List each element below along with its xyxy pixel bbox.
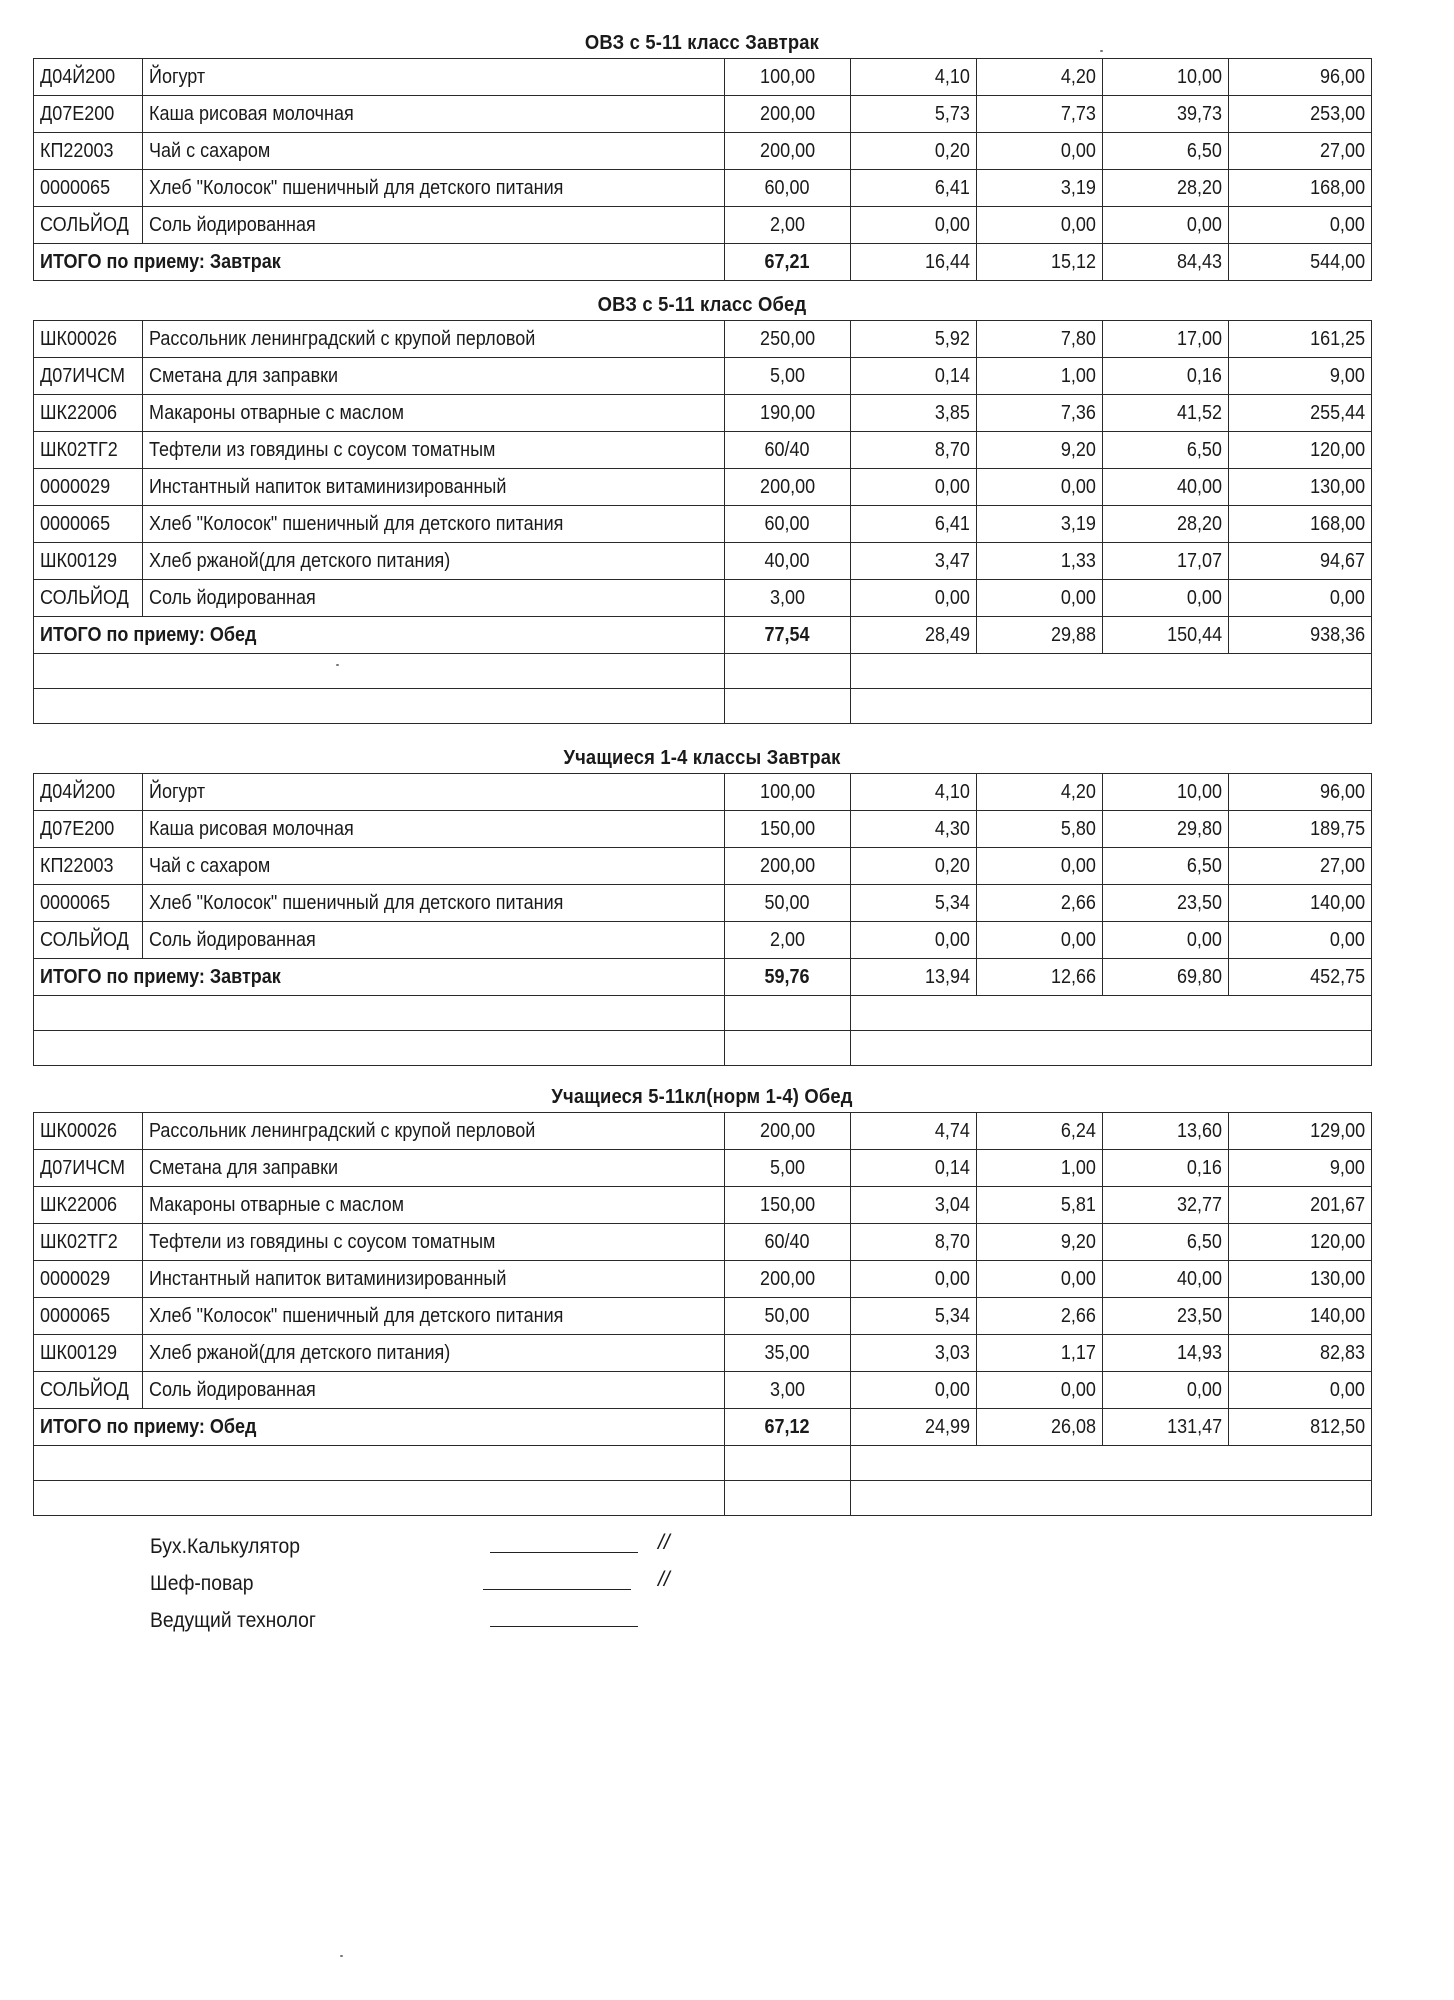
protein-cell: 0,00 <box>851 207 977 244</box>
fat-cell: 9,20 <box>977 1224 1103 1261</box>
fat-cell: 0,00 <box>977 922 1103 959</box>
table-row <box>34 1298 1372 1335</box>
signature-row-accountant <box>150 1528 710 1565</box>
portion-cell: 100,00 <box>725 59 851 96</box>
kcal-cell: 0,00 <box>1229 580 1372 617</box>
carbs-cell: 41,52 <box>1103 395 1229 432</box>
total-label: ИТОГО по приему: Завтрак <box>34 959 725 996</box>
carbs-cell: 39,73 <box>1103 96 1229 133</box>
dish-code: СОЛЬЙОД <box>34 922 143 959</box>
dish-name: Хлеб ржаной(для детского питания) <box>143 543 725 580</box>
empty-cell <box>725 1446 851 1481</box>
empty-row <box>34 654 1372 689</box>
total-fat: 15,12 <box>977 244 1103 281</box>
carbs-cell: 28,20 <box>1103 506 1229 543</box>
dish-code: 0000065 <box>34 885 143 922</box>
dish-code: ШК02ТГ2 <box>34 432 143 469</box>
total-price: 67,21 <box>725 244 851 281</box>
kcal-cell: 96,00 <box>1229 59 1372 96</box>
portion-cell: 50,00 <box>725 1298 851 1335</box>
dish-code: ШК00129 <box>34 1335 143 1372</box>
empty-cell <box>725 654 851 689</box>
carbs-cell: 0,00 <box>1103 1372 1229 1409</box>
section-title: ОВЗ с 5-11 класс Обед <box>597 294 807 316</box>
carbs-cell: 6,50 <box>1103 133 1229 170</box>
dish-code: 0000065 <box>34 1298 143 1335</box>
dish-code: ШК00026 <box>34 321 143 358</box>
dish-name: Чай с сахаром <box>143 848 725 885</box>
dish-code: Д07ИЧСМ <box>34 1150 143 1187</box>
empty-cell <box>725 1481 851 1516</box>
dish-code: СОЛЬЙОД <box>34 1372 143 1409</box>
protein-cell: 0,14 <box>851 1150 977 1187</box>
protein-cell: 8,70 <box>851 432 977 469</box>
dish-code: КП22003 <box>34 848 143 885</box>
kcal-cell: 0,00 <box>1229 922 1372 959</box>
protein-cell: 0,20 <box>851 848 977 885</box>
portion-cell: 200,00 <box>725 133 851 170</box>
dish-name: Хлеб "Колосок" пшеничный для детского питания <box>143 506 725 543</box>
table-row <box>34 1150 1372 1187</box>
dish-code: ШК02ТГ2 <box>34 1224 143 1261</box>
dish-name: Хлеб "Колосок" пшеничный для детского питания <box>143 170 725 207</box>
dish-code: ШК22006 <box>34 395 143 432</box>
portion-cell: 60/40 <box>725 1224 851 1261</box>
portion-cell: 200,00 <box>725 848 851 885</box>
table-row <box>34 1261 1372 1298</box>
protein-cell: 5,92 <box>851 321 977 358</box>
portion-cell: 150,00 <box>725 1187 851 1224</box>
protein-cell: 3,04 <box>851 1187 977 1224</box>
fat-cell: 7,73 <box>977 96 1103 133</box>
fat-cell: 1,33 <box>977 543 1103 580</box>
portion-cell: 3,00 <box>725 580 851 617</box>
total-label: ИТОГО по приему: Обед <box>34 617 725 654</box>
section-title: Учащиеся 5-11кл(норм 1-4) Обед <box>551 1086 853 1108</box>
protein-cell: 6,41 <box>851 506 977 543</box>
carbs-cell: 0,00 <box>1103 922 1229 959</box>
signature-row-technologist <box>150 1602 710 1639</box>
dish-code: Д04Й200 <box>34 59 143 96</box>
empty-row <box>34 996 1372 1031</box>
protein-cell: 3,47 <box>851 543 977 580</box>
empty-cell <box>34 1031 725 1066</box>
protein-cell: 4,30 <box>851 811 977 848</box>
fat-cell: 0,00 <box>977 580 1103 617</box>
fat-cell: 6,24 <box>977 1113 1103 1150</box>
signature-line <box>490 1552 638 1553</box>
carbs-cell: 0,16 <box>1103 358 1229 395</box>
kcal-cell: 130,00 <box>1229 1261 1372 1298</box>
carbs-cell: 17,00 <box>1103 321 1229 358</box>
table-row <box>34 1372 1372 1409</box>
section-title: Учащиеся 1-4 классы Завтрак <box>563 747 841 769</box>
kcal-cell: 9,00 <box>1229 358 1372 395</box>
dish-code: ШК00026 <box>34 1113 143 1150</box>
table-row <box>34 358 1372 395</box>
total-protein: 13,94 <box>851 959 977 996</box>
fat-cell: 7,36 <box>977 395 1103 432</box>
dish-code: ШК00129 <box>34 543 143 580</box>
dish-name: Чай с сахаром <box>143 133 725 170</box>
dish-name: Сметана для заправки <box>143 358 725 395</box>
table-row <box>34 133 1372 170</box>
protein-cell: 5,73 <box>851 96 977 133</box>
protein-cell: 0,14 <box>851 358 977 395</box>
portion-cell: 250,00 <box>725 321 851 358</box>
kcal-cell: 168,00 <box>1229 506 1372 543</box>
total-kcal: 452,75 <box>1229 959 1372 996</box>
portion-cell: 200,00 <box>725 96 851 133</box>
portion-cell: 40,00 <box>725 543 851 580</box>
kcal-cell: 161,25 <box>1229 321 1372 358</box>
table-row <box>34 1187 1372 1224</box>
fat-cell: 9,20 <box>977 432 1103 469</box>
fat-cell: 0,00 <box>977 848 1103 885</box>
protein-cell: 0,00 <box>851 1261 977 1298</box>
portion-cell: 60,00 <box>725 170 851 207</box>
portion-cell: 3,00 <box>725 1372 851 1409</box>
signature-label: Бух.Калькулятор <box>150 1535 301 1558</box>
portion-cell: 200,00 <box>725 1113 851 1150</box>
fat-cell: 5,80 <box>977 811 1103 848</box>
protein-cell: 4,74 <box>851 1113 977 1150</box>
portion-cell: 60,00 <box>725 506 851 543</box>
table-row <box>34 469 1372 506</box>
empty-row <box>34 1031 1372 1066</box>
dish-name: Рассольник ленинградский с крупой перловой <box>143 321 725 358</box>
empty-cell <box>34 654 725 689</box>
empty-cell <box>34 1481 725 1516</box>
menu-table <box>33 320 1372 724</box>
dish-code: СОЛЬЙОД <box>34 580 143 617</box>
kcal-cell: 94,67 <box>1229 543 1372 580</box>
empty-row <box>34 1481 1372 1516</box>
portion-cell: 2,00 <box>725 207 851 244</box>
table-row <box>34 432 1372 469</box>
table-row <box>34 885 1372 922</box>
carbs-cell: 40,00 <box>1103 1261 1229 1298</box>
kcal-cell: 120,00 <box>1229 1224 1372 1261</box>
carbs-cell: 23,50 <box>1103 885 1229 922</box>
carbs-cell: 6,50 <box>1103 1224 1229 1261</box>
dish-name: Хлеб ржаной(для детского питания) <box>143 1335 725 1372</box>
protein-cell: 6,41 <box>851 170 977 207</box>
protein-cell: 5,34 <box>851 1298 977 1335</box>
fat-cell: 0,00 <box>977 1372 1103 1409</box>
kcal-cell: 9,00 <box>1229 1150 1372 1187</box>
kcal-cell: 0,00 <box>1229 1372 1372 1409</box>
signature-slash: // <box>658 1531 670 1554</box>
empty-cell <box>725 689 851 724</box>
total-fat: 26,08 <box>977 1409 1103 1446</box>
empty-cell <box>851 996 1372 1031</box>
dish-code: Д04Й200 <box>34 774 143 811</box>
total-fat: 29,88 <box>977 617 1103 654</box>
fat-cell: 2,66 <box>977 1298 1103 1335</box>
total-carbs: 69,80 <box>1103 959 1229 996</box>
total-price: 77,54 <box>725 617 851 654</box>
kcal-cell: 255,44 <box>1229 395 1372 432</box>
carbs-cell: 10,00 <box>1103 774 1229 811</box>
kcal-cell: 130,00 <box>1229 469 1372 506</box>
fat-cell: 1,00 <box>977 358 1103 395</box>
dish-code: 0000065 <box>34 170 143 207</box>
dish-name: Макароны отварные с маслом <box>143 395 725 432</box>
protein-cell: 0,00 <box>851 469 977 506</box>
carbs-cell: 29,80 <box>1103 811 1229 848</box>
total-price: 59,76 <box>725 959 851 996</box>
dish-name: Инстантный напиток витаминизированный <box>143 469 725 506</box>
total-kcal: 938,36 <box>1229 617 1372 654</box>
table-row <box>34 580 1372 617</box>
scan-speck <box>336 664 339 666</box>
carbs-cell: 0,16 <box>1103 1150 1229 1187</box>
carbs-cell: 13,60 <box>1103 1113 1229 1150</box>
carbs-cell: 14,93 <box>1103 1335 1229 1372</box>
carbs-cell: 28,20 <box>1103 170 1229 207</box>
empty-cell <box>34 996 725 1031</box>
protein-cell: 4,10 <box>851 59 977 96</box>
portion-cell: 5,00 <box>725 1150 851 1187</box>
protein-cell: 4,10 <box>851 774 977 811</box>
carbs-cell: 17,07 <box>1103 543 1229 580</box>
portion-cell: 190,00 <box>725 395 851 432</box>
dish-name: Йогурт <box>143 59 725 96</box>
fat-cell: 3,19 <box>977 170 1103 207</box>
empty-cell <box>34 1446 725 1481</box>
carbs-cell: 0,00 <box>1103 580 1229 617</box>
protein-cell: 8,70 <box>851 1224 977 1261</box>
portion-cell: 200,00 <box>725 1261 851 1298</box>
carbs-cell: 6,50 <box>1103 848 1229 885</box>
fat-cell: 1,00 <box>977 1150 1103 1187</box>
kcal-cell: 0,00 <box>1229 207 1372 244</box>
empty-row <box>34 689 1372 724</box>
total-kcal: 812,50 <box>1229 1409 1372 1446</box>
fat-cell: 0,00 <box>977 1261 1103 1298</box>
table-row <box>34 922 1372 959</box>
total-label: ИТОГО по приему: Обед <box>34 1409 725 1446</box>
section-ovz-lunch <box>33 290 1371 724</box>
total-fat: 12,66 <box>977 959 1103 996</box>
empty-row <box>34 1446 1372 1481</box>
dish-code: 0000065 <box>34 506 143 543</box>
portion-cell: 35,00 <box>725 1335 851 1372</box>
empty-cell <box>851 1481 1372 1516</box>
table-row <box>34 321 1372 358</box>
empty-cell <box>725 1031 851 1066</box>
fat-cell: 3,19 <box>977 506 1103 543</box>
protein-cell: 3,03 <box>851 1335 977 1372</box>
empty-cell <box>725 996 851 1031</box>
protein-cell: 5,34 <box>851 885 977 922</box>
section-ovz-breakfast <box>33 28 1371 281</box>
kcal-cell: 27,00 <box>1229 133 1372 170</box>
portion-cell: 150,00 <box>725 811 851 848</box>
portion-cell: 100,00 <box>725 774 851 811</box>
dish-name: Тефтели из говядины с соусом томатным <box>143 432 725 469</box>
dish-name: Макароны отварные с маслом <box>143 1187 725 1224</box>
carbs-cell: 6,50 <box>1103 432 1229 469</box>
dish-name: Каша рисовая молочная <box>143 96 725 133</box>
portion-cell: 50,00 <box>725 885 851 922</box>
kcal-cell: 189,75 <box>1229 811 1372 848</box>
dish-code: КП22003 <box>34 133 143 170</box>
dish-name: Хлеб "Колосок" пшеничный для детского питания <box>143 1298 725 1335</box>
table-row <box>34 543 1372 580</box>
section-grade5-11-lunch <box>33 1082 1371 1516</box>
carbs-cell: 40,00 <box>1103 469 1229 506</box>
total-protein: 24,99 <box>851 1409 977 1446</box>
dish-code: СОЛЬЙОД <box>34 207 143 244</box>
kcal-cell: 120,00 <box>1229 432 1372 469</box>
total-row <box>34 959 1372 996</box>
empty-cell <box>851 1031 1372 1066</box>
dish-code: 0000029 <box>34 469 143 506</box>
table-row <box>34 1113 1372 1150</box>
table-row <box>34 1224 1372 1261</box>
dish-code: Д07Е200 <box>34 811 143 848</box>
fat-cell: 7,80 <box>977 321 1103 358</box>
table-row <box>34 207 1372 244</box>
dish-name: Соль йодированная <box>143 207 725 244</box>
total-row <box>34 617 1372 654</box>
fat-cell: 0,00 <box>977 469 1103 506</box>
total-kcal: 544,00 <box>1229 244 1372 281</box>
dish-name: Йогурт <box>143 774 725 811</box>
carbs-cell: 23,50 <box>1103 1298 1229 1335</box>
empty-cell <box>34 689 725 724</box>
fat-cell: 1,17 <box>977 1335 1103 1372</box>
dish-code: Д07ИЧСМ <box>34 358 143 395</box>
scan-speck <box>340 1955 343 1957</box>
menu-table <box>33 1112 1372 1516</box>
dish-name: Сметана для заправки <box>143 1150 725 1187</box>
kcal-cell: 140,00 <box>1229 1298 1372 1335</box>
empty-cell <box>851 654 1372 689</box>
section-title: ОВЗ с 5-11 класс Завтрак <box>584 32 820 54</box>
kcal-cell: 201,67 <box>1229 1187 1372 1224</box>
table-row <box>34 774 1372 811</box>
protein-cell: 0,00 <box>851 580 977 617</box>
kcal-cell: 129,00 <box>1229 1113 1372 1150</box>
total-row <box>34 244 1372 281</box>
scan-speck <box>1100 50 1103 52</box>
total-price: 67,12 <box>725 1409 851 1446</box>
portion-cell: 200,00 <box>725 469 851 506</box>
signature-label: Ведущий технолог <box>150 1609 316 1632</box>
signature-line <box>483 1589 631 1590</box>
fat-cell: 4,20 <box>977 774 1103 811</box>
table-row <box>34 811 1372 848</box>
dish-name: Соль йодированная <box>143 922 725 959</box>
menu-table <box>33 58 1372 281</box>
dish-name: Соль йодированная <box>143 580 725 617</box>
protein-cell: 0,00 <box>851 922 977 959</box>
signature-label: Шеф-повар <box>150 1572 254 1595</box>
total-carbs: 131,47 <box>1103 1409 1229 1446</box>
table-row <box>34 59 1372 96</box>
protein-cell: 0,20 <box>851 133 977 170</box>
signature-line <box>490 1626 638 1627</box>
table-row <box>34 1335 1372 1372</box>
dish-name: Тефтели из говядины с соусом томатным <box>143 1224 725 1261</box>
kcal-cell: 168,00 <box>1229 170 1372 207</box>
signature-row-chef <box>150 1565 710 1602</box>
section-grade1-4-breakfast <box>33 743 1371 1066</box>
dish-name: Соль йодированная <box>143 1372 725 1409</box>
total-protein: 16,44 <box>851 244 977 281</box>
fat-cell: 5,81 <box>977 1187 1103 1224</box>
dish-name: Инстантный напиток витаминизированный <box>143 1261 725 1298</box>
table-row <box>34 395 1372 432</box>
table-row <box>34 848 1372 885</box>
portion-cell: 2,00 <box>725 922 851 959</box>
kcal-cell: 253,00 <box>1229 96 1372 133</box>
dish-code: Д07Е200 <box>34 96 143 133</box>
dish-name: Каша рисовая молочная <box>143 811 725 848</box>
table-row <box>34 506 1372 543</box>
dish-code: 0000029 <box>34 1261 143 1298</box>
total-label: ИТОГО по приему: Завтрак <box>34 244 725 281</box>
total-protein: 28,49 <box>851 617 977 654</box>
empty-cell <box>851 689 1372 724</box>
carbs-cell: 32,77 <box>1103 1187 1229 1224</box>
fat-cell: 0,00 <box>977 133 1103 170</box>
signature-block <box>150 1528 710 1639</box>
portion-cell: 5,00 <box>725 358 851 395</box>
dish-name: Хлеб "Колосок" пшеничный для детского питания <box>143 885 725 922</box>
total-carbs: 84,43 <box>1103 244 1229 281</box>
fat-cell: 2,66 <box>977 885 1103 922</box>
kcal-cell: 96,00 <box>1229 774 1372 811</box>
portion-cell: 60/40 <box>725 432 851 469</box>
empty-cell <box>851 1446 1372 1481</box>
kcal-cell: 27,00 <box>1229 848 1372 885</box>
carbs-cell: 10,00 <box>1103 59 1229 96</box>
kcal-cell: 140,00 <box>1229 885 1372 922</box>
total-row <box>34 1409 1372 1446</box>
dish-name: Рассольник ленинградский с крупой перловой <box>143 1113 725 1150</box>
fat-cell: 4,20 <box>977 59 1103 96</box>
protein-cell: 3,85 <box>851 395 977 432</box>
table-row <box>34 170 1372 207</box>
carbs-cell: 0,00 <box>1103 207 1229 244</box>
table-row <box>34 96 1372 133</box>
dish-code: ШК22006 <box>34 1187 143 1224</box>
menu-table <box>33 773 1372 1066</box>
signature-slash: // <box>658 1568 670 1591</box>
protein-cell: 0,00 <box>851 1372 977 1409</box>
fat-cell: 0,00 <box>977 207 1103 244</box>
kcal-cell: 82,83 <box>1229 1335 1372 1372</box>
total-carbs: 150,44 <box>1103 617 1229 654</box>
